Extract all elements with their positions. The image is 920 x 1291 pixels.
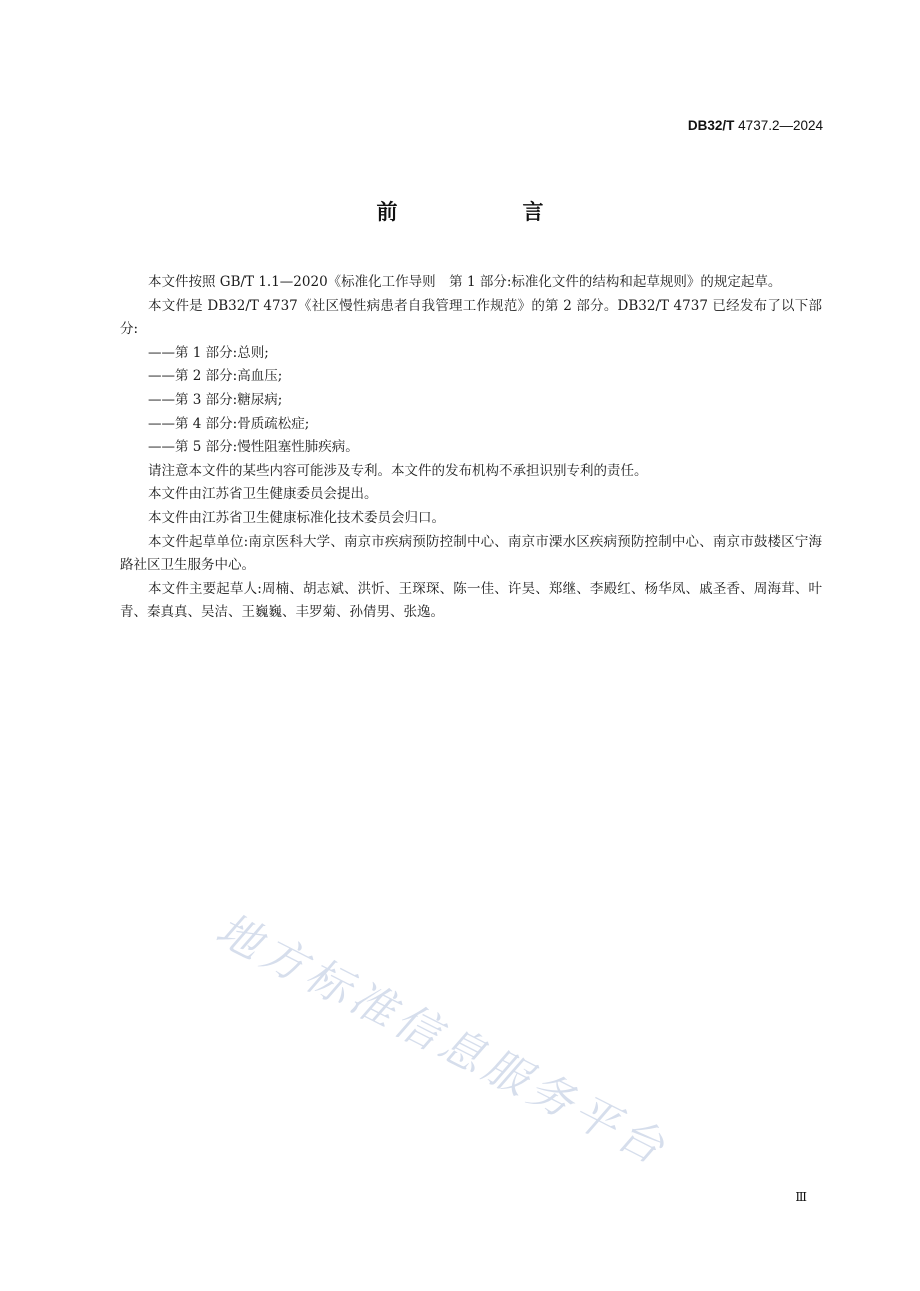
document-code-prefix: DB32/T bbox=[687, 118, 735, 133]
watermark: 地方标准信息服务平台 bbox=[207, 903, 677, 1177]
paragraph-drafters: 本文件主要起草人:周楠、胡志斌、洪忻、王琛琛、陈一佳、许昊、郑继、李殿红、杨华凤、戚圣香、周海茸、叶青、秦真真、吴洁、王巍巍、丰罗菊、孙倩男、张逸。 bbox=[120, 580, 822, 621]
paragraph-drafting-rules: 本文件按照 GB/T 1.1—2020《标准化工作导则 第 1 部分:标准化文件的结构和起草规则》的规定起草。 bbox=[148, 274, 782, 290]
list-item-part-4: ——第 4 部分:骨质疏松症; bbox=[148, 415, 310, 432]
list-item-part-1: ——第 1 部分:总则; bbox=[148, 344, 269, 361]
list-item-part-3: ——第 3 部分:糖尿病; bbox=[148, 391, 283, 408]
list-item-part-5: ——第 5 部分:慢性阻塞性肺疾病。 bbox=[148, 439, 359, 456]
paragraph-drafting-organizations: 本文件起草单位:南京医科大学、南京市疾病预防控制中心、南京市溧水区疾病预防控制中心、南京市鼓楼区宁海路社区卫生服务中心。 bbox=[120, 533, 822, 574]
paragraph-proposed-by: 本文件由江苏省卫生健康委员会提出。 bbox=[148, 486, 378, 503]
list-item-part-2: ——第 2 部分:高血压; bbox=[148, 368, 283, 385]
paragraph-under-jurisdiction: 本文件由江苏省卫生健康标准化技术委员会归口。 bbox=[148, 509, 445, 526]
foreword-body bbox=[120, 271, 822, 625]
document-code bbox=[688, 118, 823, 133]
page-title: 前 言 bbox=[376, 200, 596, 224]
document-code-number: 4737.2—2024 bbox=[738, 118, 823, 133]
paragraph-series-intro: 本文件是 DB32/T 4737《社区慢性病患者自我管理工作规范》的第 2 部分。DB32/T 4737 已经发布了以下部分: bbox=[120, 297, 822, 338]
paragraph-patent-notice: 请注意本文件的某些内容可能涉及专利。本文件的发布机构不承担识别专利的责任。 bbox=[148, 462, 648, 479]
page-number: Ⅲ bbox=[795, 1190, 807, 1204]
